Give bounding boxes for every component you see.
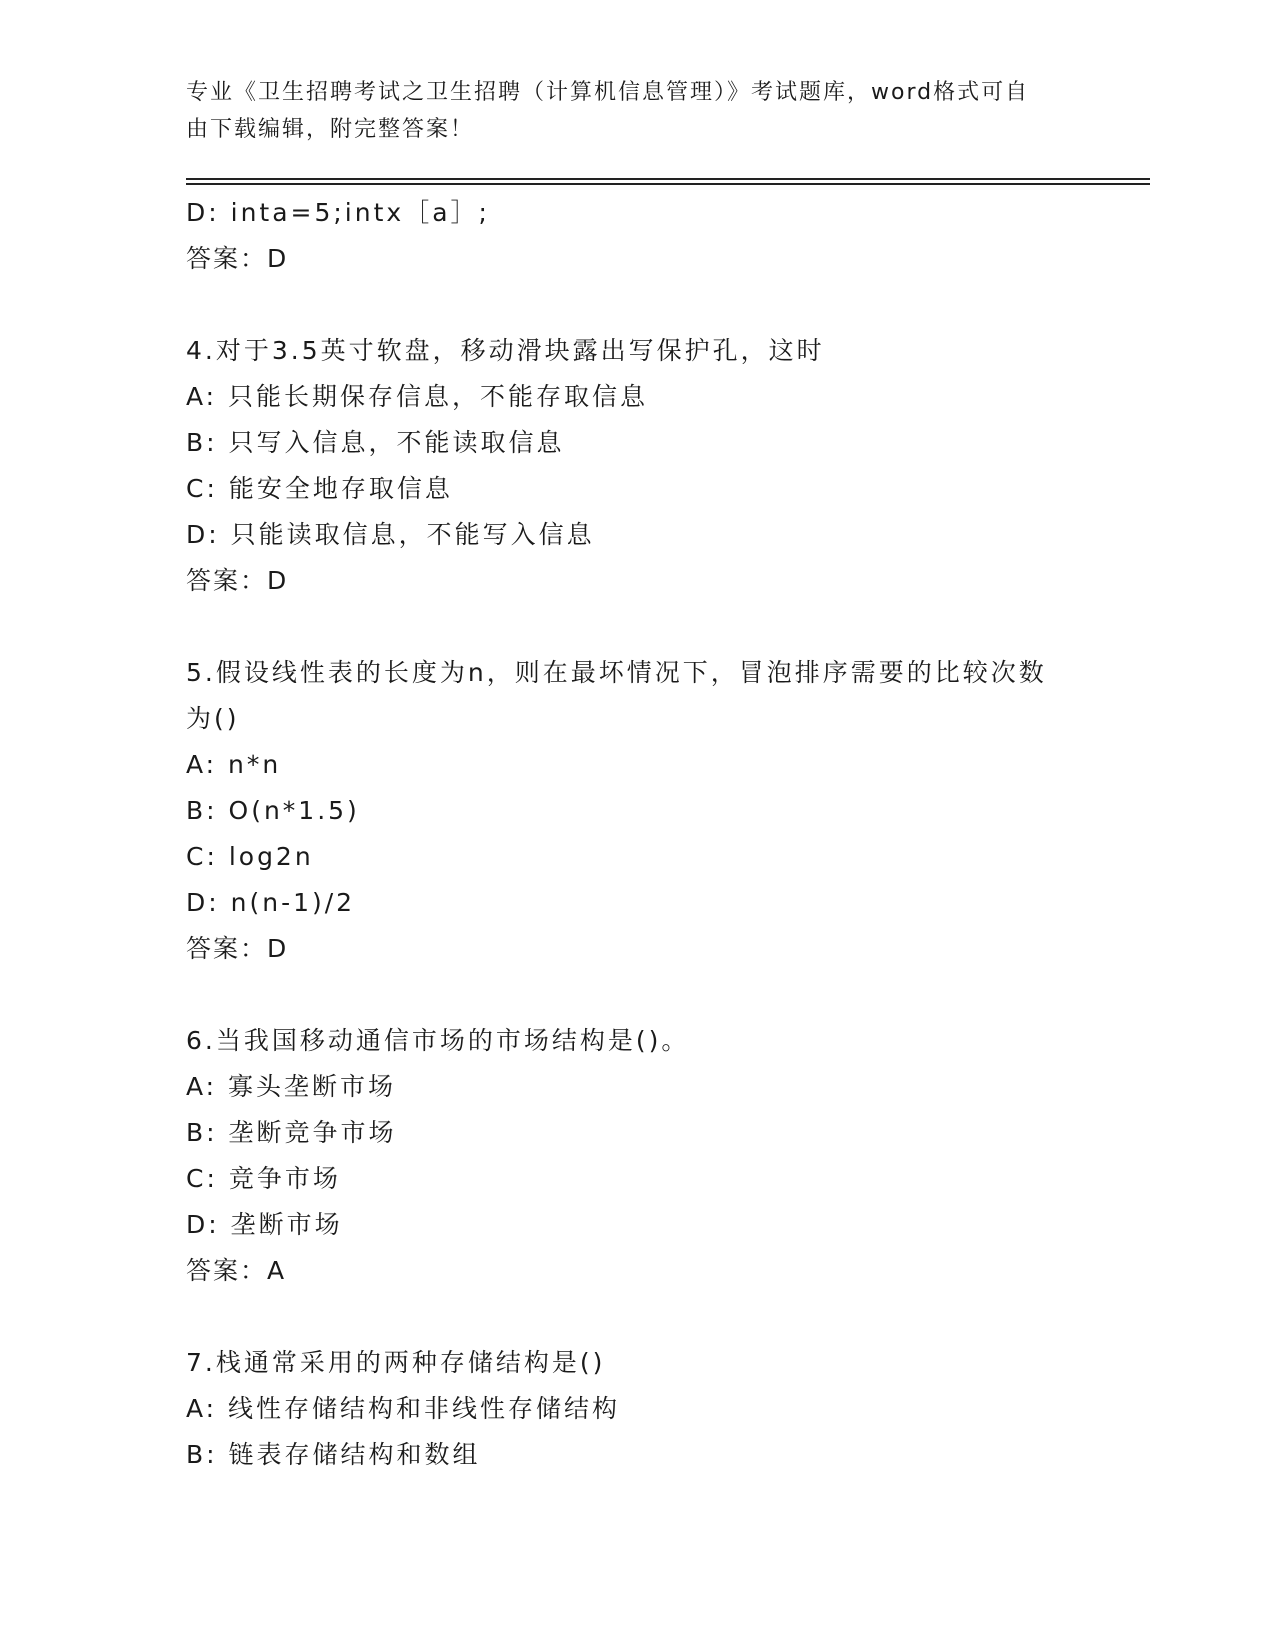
question-stem: 7.栈通常采用的两种存储结构是() (186, 1348, 606, 1377)
spacer (186, 972, 1086, 1018)
header-divider-top (186, 178, 1150, 180)
answer-line: 答案：A (186, 1256, 287, 1285)
question-stem: 4.对于3.5英寸软盘，移动滑块露出写保护孔，这时 (186, 336, 825, 365)
document-header (186, 74, 1066, 148)
header-line-2: 由下载编辑，附完整答案！ (186, 117, 475, 142)
option-b: B: 只写入信息，不能读取信息 (186, 428, 565, 457)
option-c: C: 能安全地存取信息 (186, 474, 453, 503)
option-d: D: n(n-1)/2 (186, 888, 356, 917)
option-c: C: log2n (186, 842, 314, 871)
spacer (186, 1294, 1086, 1340)
answer-line: 答案：D (186, 566, 289, 595)
option-d: D: 垄断市场 (186, 1210, 343, 1239)
option-b: B: O(n*1.5) (186, 796, 360, 825)
answer-line: 答案：D (186, 244, 289, 273)
option-d: D: 只能读取信息，不能写入信息 (186, 520, 595, 549)
question-stem: 5.假设线性表的长度为n，则在最坏情况下，冒泡排序需要的比较次数 (186, 658, 1047, 687)
question-block-4 (186, 328, 1086, 604)
option-a: A: 线性存储结构和非线性存储结构 (186, 1394, 621, 1423)
answer-line: 答案：D (186, 934, 289, 963)
question-block-5 (186, 650, 1086, 972)
option-a: A: 寡头垄断市场 (186, 1072, 397, 1101)
option-a: A: 只能长期保存信息，不能存取信息 (186, 382, 649, 411)
question-block-6 (186, 1018, 1086, 1294)
question-list (186, 190, 1086, 1478)
spacer (186, 282, 1086, 328)
option-a: A: n*n (186, 750, 282, 779)
question-stem-continued: 为() (186, 704, 240, 733)
option-b: B: 垄断竞争市场 (186, 1118, 397, 1147)
option-d: D: inta=5;intx［a］; (186, 198, 490, 227)
option-c: C: 竞争市场 (186, 1164, 341, 1193)
spacer (186, 604, 1086, 650)
header-line-1: 专业《卫生招聘考试之卫生招聘（计算机信息管理）》考试题库，word格式可自 (186, 80, 1030, 105)
option-b: B: 链表存储结构和数组 (186, 1440, 481, 1469)
question-block-7 (186, 1340, 1086, 1478)
question-stem: 6.当我国移动通信市场的市场结构是()。 (186, 1026, 690, 1055)
header-divider-bottom (186, 183, 1150, 185)
